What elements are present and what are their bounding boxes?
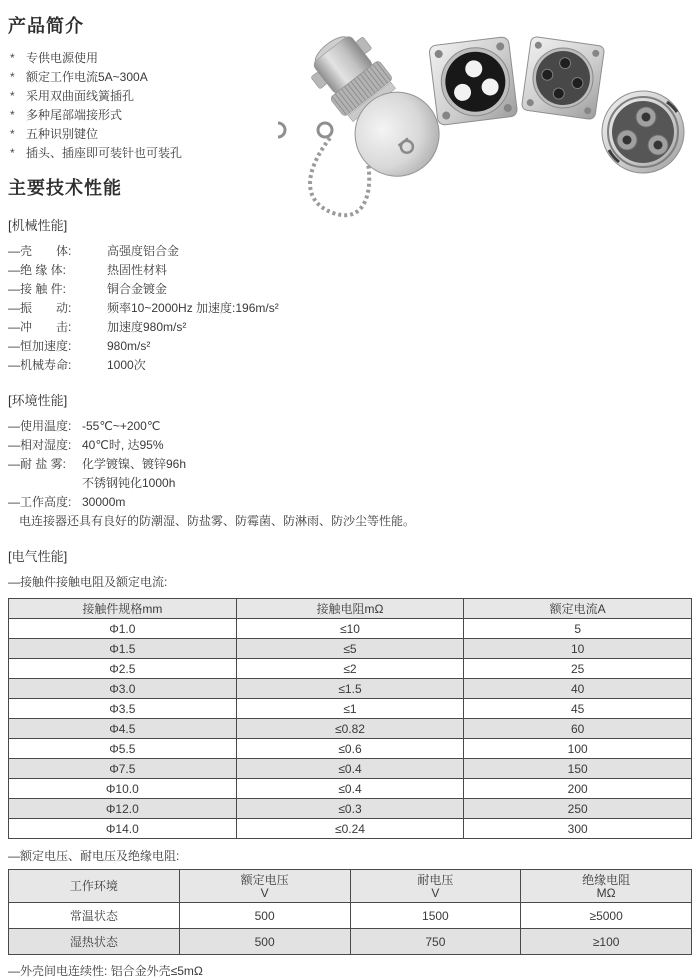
table-header	[9, 870, 692, 903]
column-header: 耐电压 V	[350, 870, 521, 903]
table-cell: Φ2.5	[9, 659, 237, 679]
spec-value: 铜合金镀金	[107, 282, 168, 296]
product-photos	[278, 14, 700, 238]
spec-label: —耐 盐 雾:	[8, 457, 67, 471]
table-cell: ≥100	[521, 929, 692, 955]
spec-value: 40℃时, 达95%	[82, 438, 164, 452]
spec-row	[8, 493, 692, 512]
column-header: 额定电压 V	[179, 870, 350, 903]
feature-text: 多种尾部端接形式	[26, 108, 123, 122]
environmental-note: 电连接器还具有良好的防潮湿、防盐雾、防霉菌、防淋雨、防沙尘等性能。	[19, 514, 416, 528]
table-row	[9, 619, 692, 639]
table-cell: 250	[464, 799, 692, 819]
feature-text: 额定工作电流5A~300A	[26, 70, 148, 84]
table-cell: ≤0.6	[236, 739, 464, 759]
table-cell: ≤0.24	[236, 819, 464, 839]
spec-value: 热固性材料	[107, 263, 168, 277]
table-cell: 45	[464, 699, 692, 719]
table-cell: 1500	[350, 903, 521, 929]
column-header: 绝缘电阻 MΩ	[521, 870, 692, 903]
table-cell: 25	[464, 659, 692, 679]
square-flange-receptacle-3-hole-photo	[429, 36, 518, 125]
feature-text: 专供电源使用	[26, 51, 99, 65]
table-cell: 500	[179, 903, 350, 929]
column-header: 接触件规格mm	[9, 599, 237, 619]
spec-value: 1000次	[107, 358, 146, 372]
table-row	[9, 699, 692, 719]
table-cell: Φ4.5	[9, 719, 237, 739]
table-cell: 40	[464, 679, 692, 699]
bullet-marker: *	[10, 51, 15, 65]
spec-row	[8, 356, 692, 375]
table-cell: Φ1.0	[9, 619, 237, 639]
spec-label: —恒加速度:	[8, 339, 72, 353]
table-cell: 湿热状态	[9, 929, 180, 955]
table-cell: 150	[464, 759, 692, 779]
spec-row	[8, 474, 692, 493]
bullet-marker: *	[10, 89, 15, 103]
table-header-row	[9, 599, 692, 619]
table-cell: ≥5000	[521, 903, 692, 929]
table-cell: 60	[464, 719, 692, 739]
spec-row	[8, 318, 692, 337]
table-row	[9, 779, 692, 799]
feature-text: 五种识别键位	[26, 127, 99, 141]
table-cell: 500	[179, 929, 350, 955]
spec-row	[8, 436, 692, 455]
spec-row	[8, 417, 692, 436]
spec-value: 化学镀镍、镀锌96h	[82, 457, 187, 471]
spec-label: —相对湿度:	[8, 438, 72, 452]
spec-row	[8, 299, 692, 318]
voltage-subtitle: —额定电压、耐电压及绝缘电阻:	[8, 849, 180, 863]
spec-value: 30000m	[82, 495, 126, 509]
table-cell: 10	[464, 639, 692, 659]
spec-value: 加速度980m/s²	[107, 320, 187, 334]
spec-row	[8, 261, 692, 280]
table-cell: ≤0.3	[236, 799, 464, 819]
column-header: 额定电流A	[464, 599, 692, 619]
feature-text: 插头、插座即可装针也可装孔	[26, 146, 183, 160]
table-cell: 750	[350, 929, 521, 955]
spec-value: 频率10~2000Hz 加速度:196m/s²	[107, 301, 279, 315]
table-cell: 200	[464, 779, 692, 799]
connector-photos-illustration	[278, 14, 700, 238]
table-cell: ≤2	[236, 659, 464, 679]
column-header: 接触电阻mΩ	[236, 599, 464, 619]
contact-resistance-table	[8, 598, 692, 839]
mechanical-heading: [机械性能]	[8, 218, 68, 233]
table-cell: Φ7.5	[9, 759, 237, 779]
feature-text: 采用双曲面线簧插孔	[26, 89, 135, 103]
table-cell: ≤0.4	[236, 759, 464, 779]
spec-label: —壳 体:	[8, 244, 72, 258]
spec-label: —使用温度:	[8, 419, 72, 433]
table-header-row	[9, 870, 692, 903]
mechanical-spec-list	[8, 242, 692, 375]
table-cell: 5	[464, 619, 692, 639]
plug-with-dust-cap-and-chain-photo	[278, 18, 456, 215]
table-cell: Φ3.0	[9, 679, 237, 699]
table-row	[9, 903, 692, 929]
tech-performance-title: 主要技术性能	[8, 178, 122, 198]
square-flange-receptacle-4-contact-photo	[521, 36, 605, 120]
table-cell: Φ1.5	[9, 639, 237, 659]
spec-value: 高强度铝合金	[107, 244, 180, 258]
spec-row	[8, 455, 692, 474]
table-cell: Φ3.5	[9, 699, 237, 719]
voltage-insulation-table	[8, 869, 692, 955]
table-cell: ≤10	[236, 619, 464, 639]
spec-value: 不锈钢钝化1000h	[82, 476, 176, 490]
table-header	[9, 599, 692, 619]
table-cell: Φ5.5	[9, 739, 237, 759]
spec-label: —绝 缘 体:	[8, 263, 67, 277]
bullet-marker: *	[10, 127, 15, 141]
electrical-heading: [电气性能]	[8, 549, 68, 564]
table-cell: ≤0.4	[236, 779, 464, 799]
bullet-marker: *	[10, 108, 15, 122]
spec-value: 980m/s²	[107, 339, 151, 353]
table-cell: ≤1.5	[236, 679, 464, 699]
spec-row	[8, 337, 692, 356]
table-row	[9, 819, 692, 839]
table-cell: ≤0.82	[236, 719, 464, 739]
table-row	[9, 739, 692, 759]
page-title: 产品简介	[8, 16, 84, 36]
contact-resistance-subtitle: —接触件接触电阻及额定电流:	[8, 575, 168, 589]
table-cell: ≤1	[236, 699, 464, 719]
table-row	[9, 799, 692, 819]
spec-row	[8, 280, 692, 299]
table-cell: 常温状态	[9, 903, 180, 929]
table-row	[9, 719, 692, 739]
table-row	[9, 679, 692, 699]
table-row	[9, 929, 692, 955]
spec-label: —工作高度:	[8, 495, 72, 509]
bullet-marker: *	[10, 146, 15, 160]
column-header: 工作环境	[9, 870, 180, 903]
table-cell: 100	[464, 739, 692, 759]
spec-label: —接 触 件:	[8, 282, 67, 296]
table-row	[9, 759, 692, 779]
spec-label: —冲 击:	[8, 320, 72, 334]
table-row	[9, 639, 692, 659]
table-cell: ≤5	[236, 639, 464, 659]
table-cell: Φ12.0	[9, 799, 237, 819]
chain-ring	[278, 123, 285, 137]
round-receptacle-3-contact-photo	[602, 91, 684, 173]
spec-value: -55℃~+200℃	[82, 419, 161, 433]
environmental-spec-list	[8, 417, 692, 512]
spec-label: —振 动:	[8, 301, 72, 315]
shell-continuity-footnote: —外壳间电连续性: 铝合金外壳≤5mΩ	[8, 964, 203, 978]
table-cell: Φ14.0	[9, 819, 237, 839]
table-cell: 300	[464, 819, 692, 839]
spec-label: —机械寿命:	[8, 358, 72, 372]
table-row	[9, 659, 692, 679]
environmental-heading: [环境性能]	[8, 393, 68, 408]
spec-label	[8, 474, 82, 493]
spec-row	[8, 242, 692, 261]
table-cell: Φ10.0	[9, 779, 237, 799]
bullet-marker: *	[10, 70, 15, 84]
